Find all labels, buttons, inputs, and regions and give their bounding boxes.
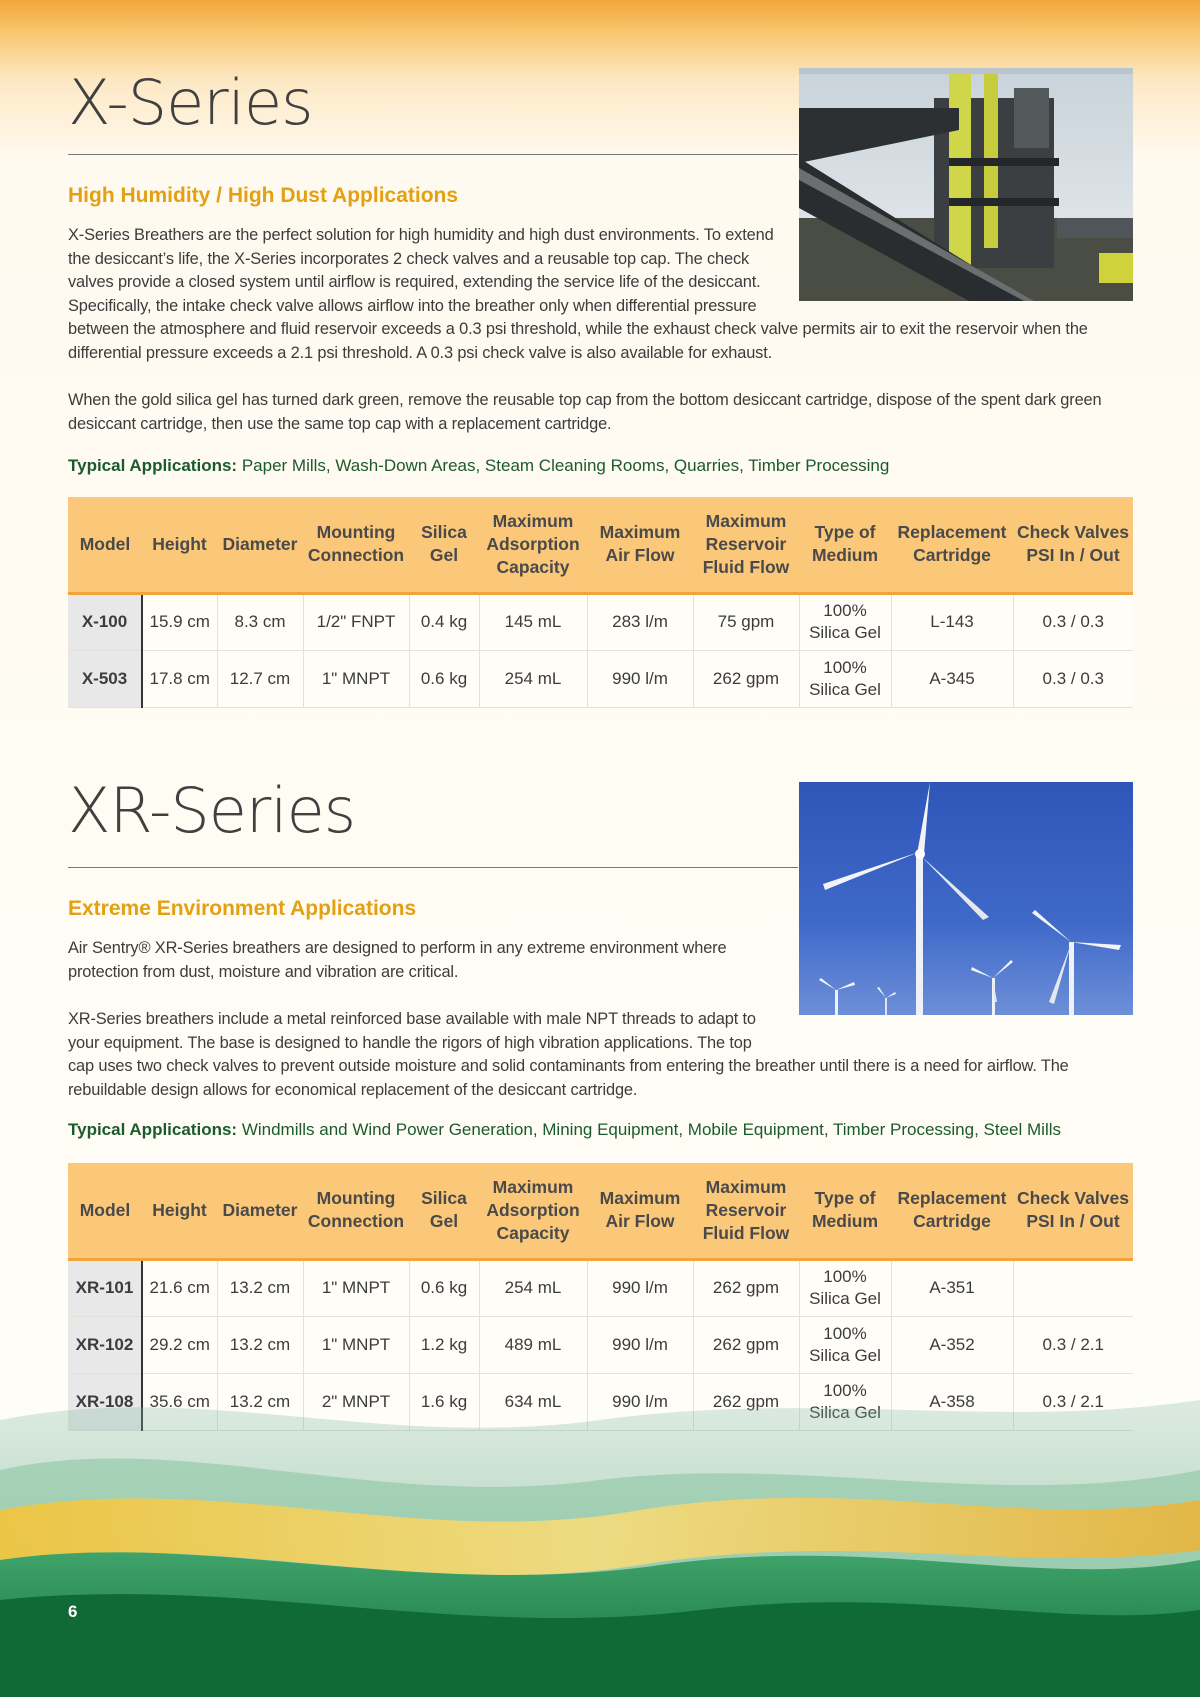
cell-capacity: 254 mL [479,1259,587,1316]
cell-air-flow: 990 l/m [587,1259,693,1316]
description-line: rebuildable design allows for economical replacement of the desiccant cartridge. [68,1080,638,1099]
cell-height: 29.2 cm [142,1316,217,1373]
table-row [68,1259,1133,1316]
cell-model: XR-108 [68,1373,142,1430]
description-line: valves provide a closed system until airflow is required, extending the service life of the desiccant. [68,273,761,291]
cell-cartridge: A-351 [891,1259,1013,1316]
cell-check-valves: 0.3 / 2.1 [1013,1373,1133,1430]
cell-check-valves: 0.3 / 0.3 [1013,593,1133,650]
x-series-divider [68,154,798,155]
header-height: Height [142,1163,217,1259]
cell-diameter: 13.2 cm [217,1259,303,1316]
cell-diameter: 8.3 cm [217,593,303,650]
cell-model: XR-101 [68,1259,142,1316]
applications-list: Windmills and Wind Power Generation, Mining Equipment, Mobile Equipment, Timber Processing, Steel Mills [237,1120,1061,1139]
cell-fluid-flow: 262 gpm [693,650,799,707]
header-check-valves: Check Valves PSI In / Out [1013,497,1133,593]
maintenance-line: desiccant cartridge, then use the same top cap with a replacement cartridge. [68,414,612,433]
cell-silica: 1.2 kg [409,1316,479,1373]
header-mounting-connection: Mounting Connection [303,497,409,593]
xr-series-divider [68,867,798,868]
cell-fluid-flow: 262 gpm [693,1373,799,1430]
x-series-typical-applications [68,456,889,476]
cell-mounting: 1" MNPT [303,1259,409,1316]
header-model: Model [68,1163,142,1259]
cell-model: X-503 [68,650,142,707]
cell-medium: 100% [799,1373,891,1430]
cell-capacity: 489 mL [479,1316,587,1373]
header-adsorption-capacity: Maximum Adsorption Capacity [479,497,587,593]
applications-label: Typical Applications: [68,456,238,475]
cell-diameter: 13.2 cm [217,1373,303,1430]
header-adsorption-capacity: Maximum Adsorption Capacity [479,1163,587,1259]
header-medium: Type of Medium [799,1163,891,1259]
description-line: cap uses two check valves to prevent outside moisture and solid contaminants from entering the breather until there is a need for airflow. The [68,1057,1069,1075]
cell-fluid-flow: 262 gpm [693,1259,799,1316]
cell-check-valves: 0.3 / 2.1 [1013,1316,1133,1373]
header-fluid-flow: Maximum Reservoir Fluid Flow [693,497,799,593]
description-line: between the atmosphere and fluid reservoir exceeds a 0.3 psi threshold, while the exhaust check valve permits air to exit the reservoir when the [68,320,1088,338]
x-series-maintenance-text [68,389,1133,436]
intro-line: protection from dust, moisture and vibration are critical. [68,962,459,981]
cell-model: XR-102 [68,1316,142,1373]
wind-turbines-photo [799,782,1133,1015]
cell-silica: 0.6 kg [409,1259,479,1316]
cell-diameter: 13.2 cm [217,1316,303,1373]
xr-series-typical-applications [68,1120,1061,1140]
header-silica-gel: Silica Gel [409,1163,479,1259]
cell-medium: 100% Silica Gel [799,1259,891,1316]
description-line: Specifically, the intake check valve allows airflow into the breather only when differential pressure [68,296,757,315]
xr-series-subtitle: Extreme Environment Applications [68,897,417,920]
description-line: differential pressure exceeds a 2.1 psi threshold. A 0.3 psi check valve is also available for exhaust. [68,343,773,362]
header-diameter: Diameter [217,1163,303,1259]
cell-capacity: 254 mL [479,650,587,707]
table-row [68,593,1133,650]
cell-air-flow: 990 l/m [587,650,693,707]
cell-diameter: 12.7 cm [217,650,303,707]
cell-medium: 100% Silica Gel [799,593,891,650]
cell-air-flow: 283 l/m [587,593,693,650]
cell-cartridge: A-358 [891,1373,1013,1430]
x-series-description [68,224,1133,365]
description-line: XR-Series breathers include a metal reinforced base available with male NPT threads to adapt to [68,1010,756,1028]
cell-check-valves: 0.3 / 0.3 [1013,650,1133,707]
xr-series-title: XR-Series [68,774,356,847]
description-line: X-Series Breathers are the perfect solution for high humidity and high dust environments. To extend [68,226,774,244]
cell-capacity: 634 mL [479,1373,587,1430]
intro-line: Air Sentry® XR-Series breathers are designed to perform in any extreme environment where [68,939,727,957]
cell-air-flow: 990 l/m [587,1316,693,1373]
header-height: Height [142,497,217,593]
cell-height: 21.6 cm [142,1259,217,1316]
header-diameter: Diameter [217,497,303,593]
cell-air-flow: 990 l/m [587,1373,693,1430]
x-series-subtitle: High Humidity / High Dust Applications [68,184,459,207]
x-series-title: X-Series [68,66,313,139]
cell-cartridge: A-352 [891,1316,1013,1373]
header-fluid-flow: Maximum Reservoir Fluid Flow [693,1163,799,1259]
header-silica-gel: Silica Gel [409,497,479,593]
page-number: 6 [68,1602,78,1621]
cell-silica: 0.4 kg [409,593,479,650]
xr-series-intro [68,937,788,984]
header-mounting-connection: Mounting Connection [303,1163,409,1259]
cell-height: 35.6 cm [142,1373,217,1430]
cell-capacity: 145 mL [479,593,587,650]
header-air-flow: Maximum Air Flow [587,1163,693,1259]
cell-cartridge: L-143 [891,593,1013,650]
cell-mounting: 1" MNPT [303,1316,409,1373]
cell-medium: 100% Silica Gel [799,1316,891,1373]
table-row [68,650,1133,707]
cell-fluid-flow: 262 gpm [693,1316,799,1373]
cell-check-valves [1013,1259,1133,1316]
cell-silica: 0.6 kg [409,650,479,707]
header-cartridge: Replacement Cartridge [891,497,1013,593]
header-medium: Type of Medium [799,497,891,593]
table-header-row [68,1163,1133,1259]
xr-series-description [68,1008,1133,1102]
decorative-wave-footer [0,1360,1200,1697]
table-header-row [68,497,1133,593]
cell-mounting: 1" MNPT [303,650,409,707]
description-line: your equipment. The base is designed to handle the rigors of high vibration applications. The top [68,1033,752,1052]
cell-height: 15.9 cm [142,593,217,650]
applications-label: Typical Applications: [68,1120,238,1139]
cell-mounting: 2" MNPT [303,1373,409,1430]
cell-mounting: 1/2" FNPT [303,593,409,650]
cell-silica: 1.6 kg [409,1373,479,1430]
maintenance-line: When the gold silica gel has turned dark green, remove the reusable top cap from the bottom desiccant cartridge, dispose of the spent dark green [68,391,1102,409]
header-model: Model [68,497,142,593]
cell-fluid-flow: 75 gpm [693,593,799,650]
description-line: the desiccant’s life, the X-Series incorporates 2 check valves and a reusable top cap. The check [68,249,750,268]
cell-height: 17.8 cm [142,650,217,707]
header-air-flow: Maximum Air Flow [587,497,693,593]
header-cartridge: Replacement Cartridge [891,1163,1013,1259]
cell-model: X-100 [68,593,142,650]
cell-medium: 100% Silica Gel [799,650,891,707]
x-series-spec-table [68,497,1133,708]
applications-list: Paper Mills, Wash-Down Areas, Steam Cleaning Rooms, Quarries, Timber Processing [237,456,890,475]
header-check-valves: Check Valves PSI In / Out [1013,1163,1133,1259]
cell-cartridge: A-345 [891,650,1013,707]
